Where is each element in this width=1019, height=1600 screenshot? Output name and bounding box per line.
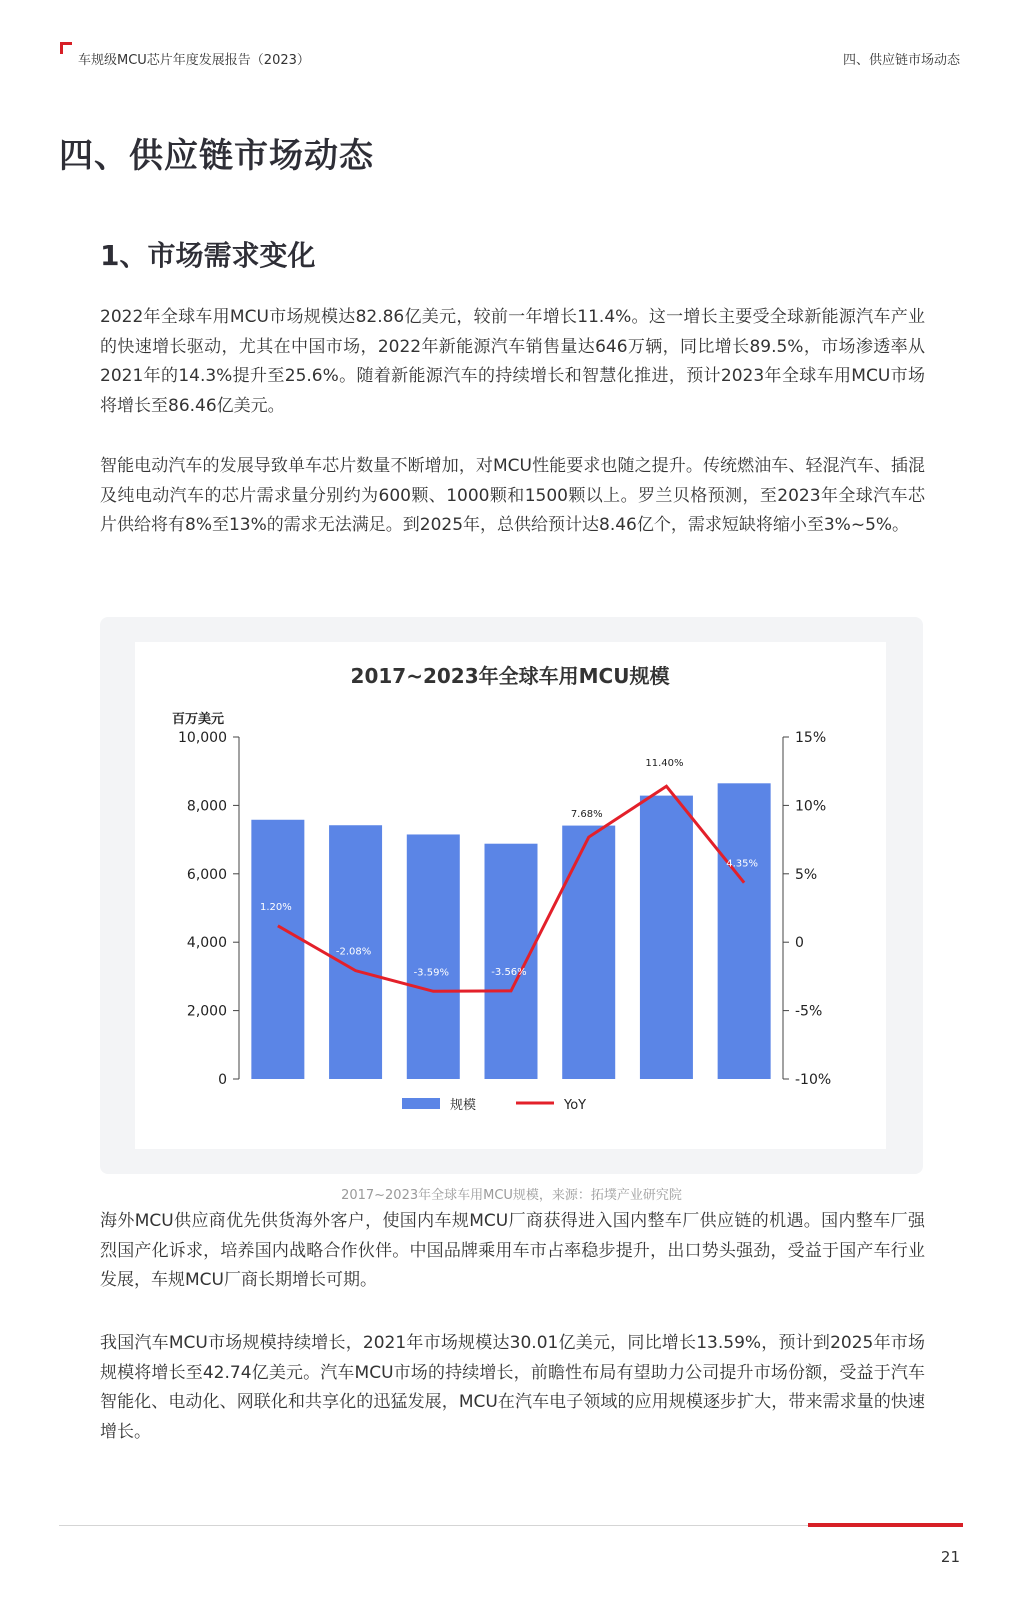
header-report-title: 车规级MCU芯片年度发展报告（2023） [78,53,310,68]
legend-line-label: YoY [564,1098,587,1113]
chart-title: 2017~2023年全球车用MCU规模 [350,664,670,688]
right-tick-label: 0 [795,935,804,952]
paragraph-1: 2022年全球车用MCU市场规模达82.86亿美元，较前一年增长11.4%。这一增长主要受全球新能源汽车产业的快速增长驱动，尤其在中国市场，2022年新能源汽车销售量达646万辆，同比增长89.5%，市场渗透率从2021年的14.3%提升至25.6%。随着新能源汽车的持续增长和智慧化推进，预计2023年全球车用MCU市场将增长至86.46亿美元。 [100,307,925,416]
paragraph-3: 海外MCU供应商优先供货海外客户，使国内车规MCU厂商获得进入国内整车厂供应链的机遇。国内整车厂强烈国产化诉求，培养国内战略合作伙伴。中国品牌乘用车市占率稳步提升，出口势头强劲，受益于国产车行业发展，车规MCU厂商长期增长可期。 [100,1211,925,1290]
mcu-market-chart [135,642,886,1149]
right-tick-label: 10% [795,798,827,815]
yoy-label-2020: -3.56% [491,966,527,978]
left-tick-label: 10,000 [178,730,227,746]
bar-2019 [407,834,460,1079]
yoy-label-2018: -2.08% [335,946,372,958]
right-tick-label: 5% [795,866,818,883]
bar-2017 [251,820,304,1079]
right-tick-label: -10% [795,1072,832,1088]
paragraph-4: 我国汽车MCU市场规模持续增长，2021年市场规模达30.01亿美元，同比增长13.59%，预计到2025年市场规模将增长至42.74亿美元。汽车MCU市场的持续增长，前瞻性布局有望助力公司提升市场份额，受益于汽车智能化、电动化、网联化和共享化的迅猛发展，MCU在汽车电子领域的应用规模逐步扩大，带来需求量的快速增长。 [100,1333,925,1442]
yoy-label-2019: -3.59% [413,967,449,979]
header-accent-mark [60,42,72,54]
yoy-label-2021: 7.68% [570,809,603,821]
chart-panel [135,642,886,1149]
yoy-label-2023: 4.35% [726,858,759,870]
bar-2023 [718,783,771,1079]
header-section-name: 四、供应链市场动态 [842,53,960,68]
left-tick-label: 6,000 [186,866,227,883]
subsection-title: 1、市场需求变化 [100,239,316,272]
chart-caption: 2017~2023年全球车用MCU规模，来源：拓墣产业研究院 [341,1188,682,1203]
legend-bar-swatch [402,1098,440,1109]
y-axis-label: 百万美元 [172,712,225,727]
left-tick-label: 4,000 [186,935,227,952]
bar-2020 [485,844,538,1079]
bar-2022 [640,796,693,1079]
right-tick-label: -5% [795,1003,823,1020]
yoy-label-2017: 1.20% [259,901,292,913]
left-tick-label: 8,000 [186,798,227,815]
section-title: 四、供应链市场动态 [59,136,374,176]
bar-2021 [562,826,615,1079]
footer-accent-bar [808,1523,963,1527]
paragraph-2: 智能电动汽车的发展导致单车芯片数量不断增加，对MCU性能要求也随之提升。传统燃油车、轻混汽车、插混及纯电动汽车的芯片需求量分别约为600颗、1000颗和1500颗以上。罗兰贝格预测，至2023年全球汽车芯片供给将有8%至13%的需求无法满足。到2025年，总供给预计达8.46亿个，需求短缺将缩小至3%~5%。 [100,456,925,535]
page-number: 21 [940,1548,960,1566]
right-tick-label: 15% [795,730,827,746]
yoy-label-2022: 11.40% [645,758,684,770]
left-tick-label: 0 [218,1072,227,1088]
chart-card [100,617,923,1174]
left-tick-label: 2,000 [186,1003,227,1020]
legend-bar-label: 规模 [450,1098,477,1113]
